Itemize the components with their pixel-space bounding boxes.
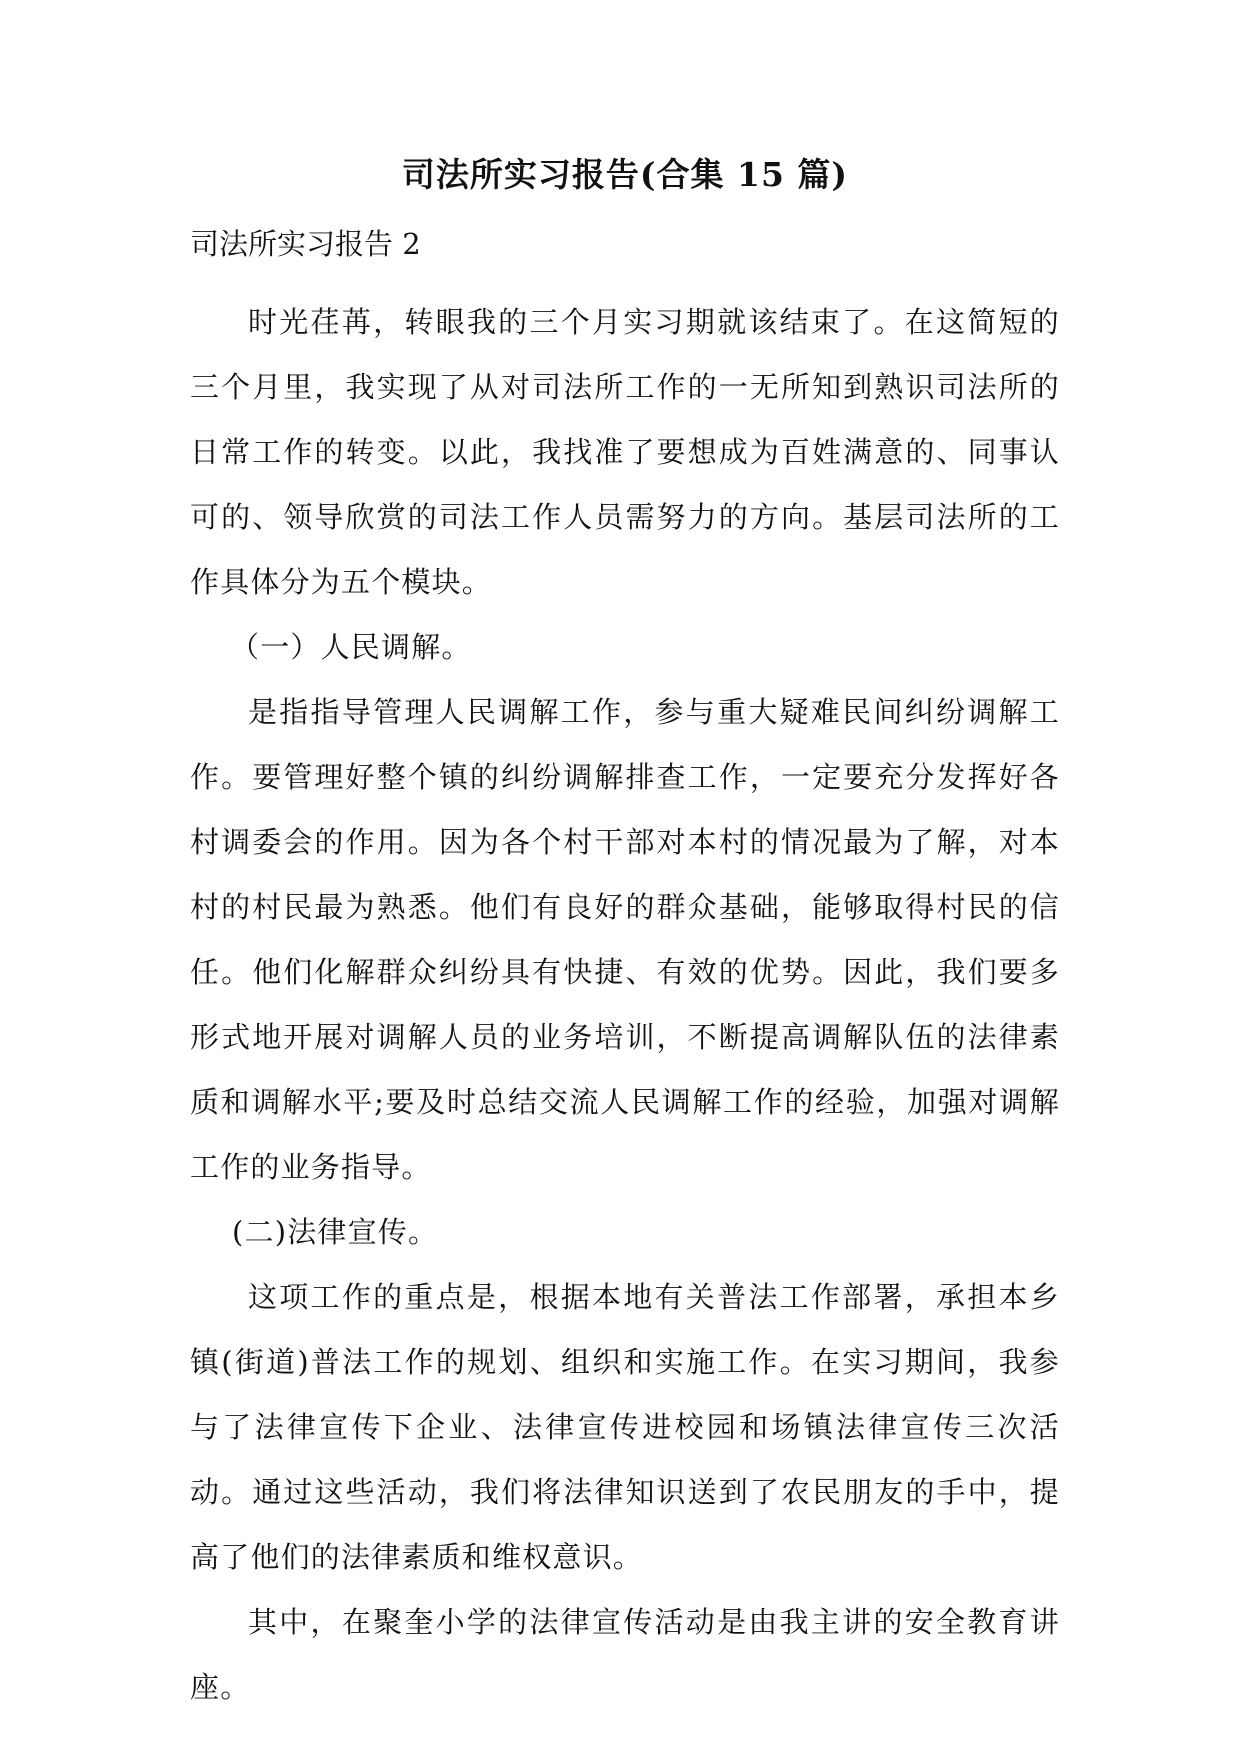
- section-body-legal-publicity-2: 其中，在聚奎小学的法律宣传活动是由我主讲的安全教育讲座。: [190, 1605, 1060, 1704]
- document-page: [190, 150, 1060, 1720]
- section-heading-legal-publicity: (二)法律宣传。: [232, 1215, 439, 1249]
- intro-paragraph: 时光荏苒，转眼我的三个月实习期就该结束了。在这简短的三个月里，我实现了从对司法所工作的一无所知到熟识司法所的日常工作的转变。以此，我找准了要想成为百姓满意的、同事认可的、领导欣赏的司法工作人员需努力的方向。基层司法所的工作具体分为五个模块。: [190, 305, 1060, 599]
- section-body-legal-publicity: 这项工作的重点是，根据本地有关普法工作部署，承担本乡镇(街道)普法工作的规划、组织和实施工作。在实习期间，我参与了法律宣传下企业、法律宣传进校园和场镇法律宣传三次活动。通过这些活动，我们将法律知识送到了农民朋友的手中，提高了他们的法律素质和维权意识。: [190, 1280, 1060, 1574]
- section-body-mediation: 是指指导管理人民调解工作，参与重大疑难民间纠纷调解工作。要管理好整个镇的纠纷调解排查工作，一定要充分发挥好各村调委会的作用。因为各个村干部对本村的情况最为了解，对本村的村民最为熟悉。他们有良好的群众基础，能够取得村民的信任。他们化解群众纠纷具有快捷、有效的优势。因此，我们要多形式地开展对调解人员的业务培训，不断提高调解队伍的法律素质和调解水平;要及时总结交流人民调解工作的经验，加强对调解工作的业务指导。: [190, 695, 1060, 1184]
- document-subtitle: 司法所实习报告 2: [190, 227, 421, 261]
- section-heading-mediation: （一）人民调解。: [230, 630, 472, 664]
- document-title: 司法所实习报告(合集 15 篇): [401, 155, 849, 194]
